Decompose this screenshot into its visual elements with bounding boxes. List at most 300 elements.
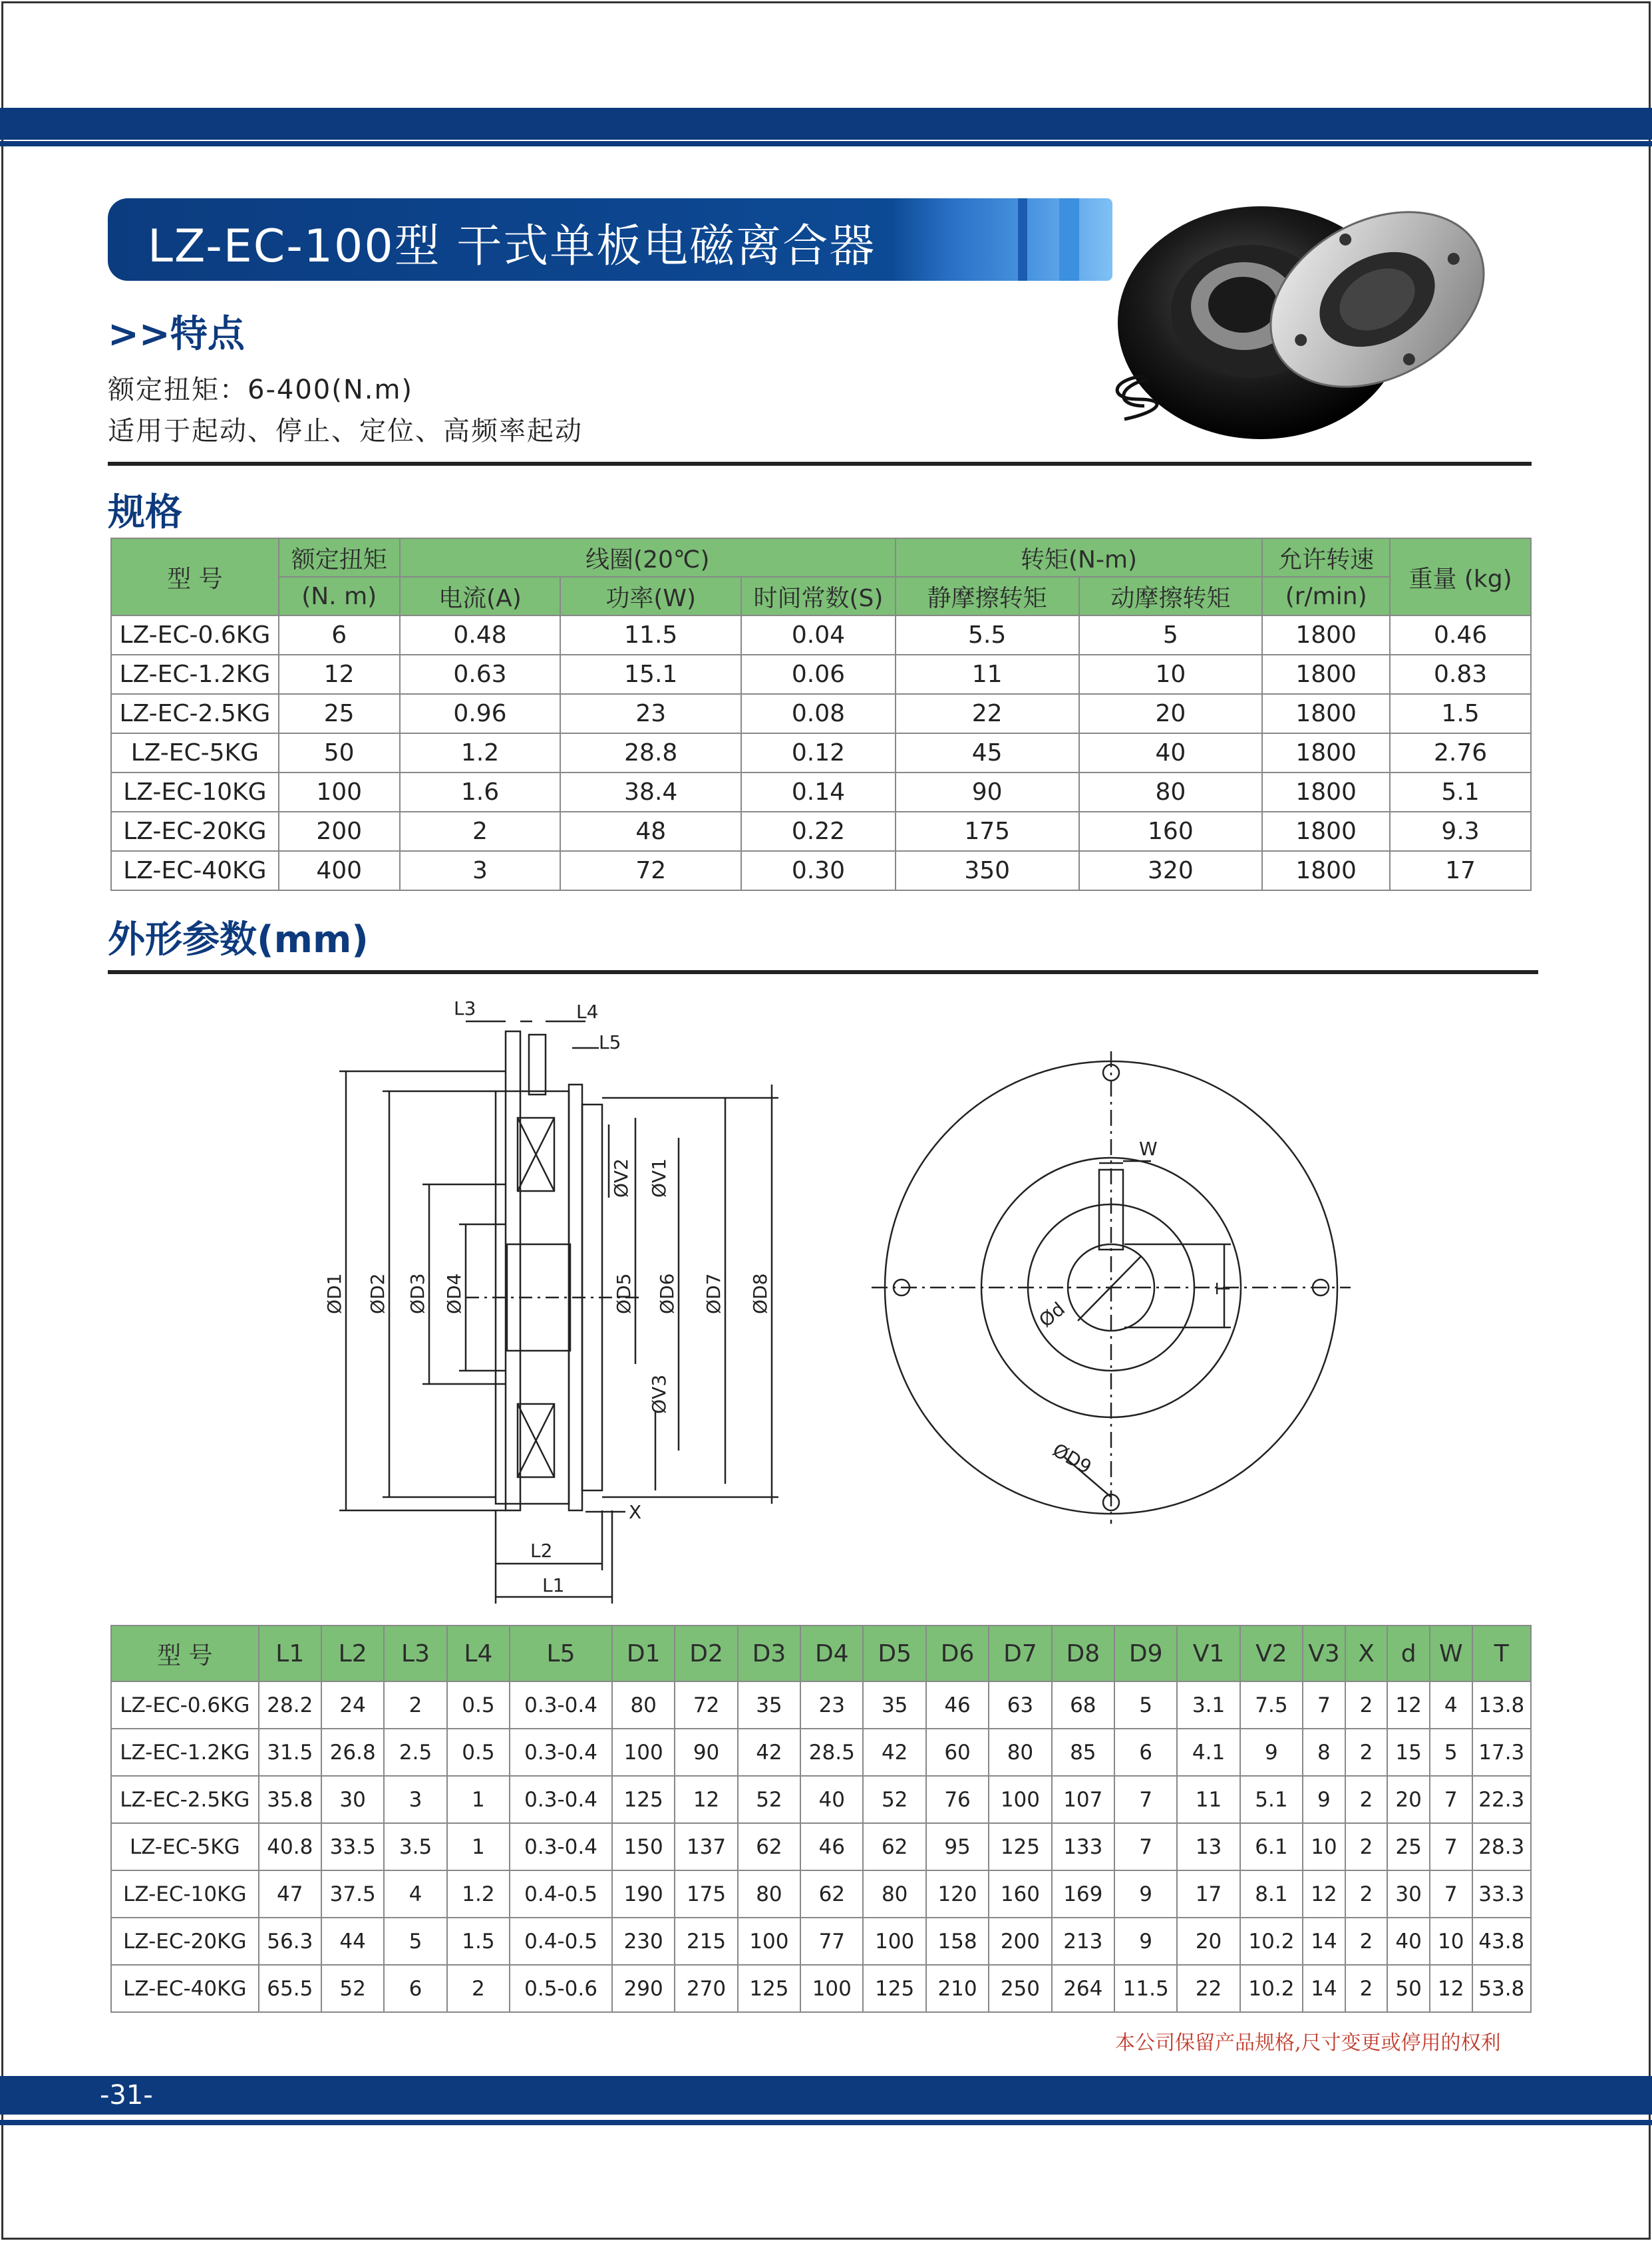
col-header-static: 静摩擦转矩 xyxy=(896,577,1079,615)
table-cell: 200 xyxy=(989,1918,1051,1965)
table-cell: 22.3 xyxy=(1472,1776,1531,1823)
table-cell: 2 xyxy=(1345,1681,1388,1729)
table-cell: 47 xyxy=(259,1870,321,1918)
divider xyxy=(108,462,1532,466)
table-cell: 7 xyxy=(1430,1823,1472,1870)
table-cell: 4 xyxy=(384,1870,446,1918)
table-cell: 17 xyxy=(1390,851,1531,890)
table-cell: 215 xyxy=(675,1918,737,1965)
table-cell: 23 xyxy=(800,1681,863,1729)
label-T: T xyxy=(1212,1282,1234,1294)
table-cell: 125 xyxy=(612,1776,675,1823)
col-header: T xyxy=(1472,1626,1531,1681)
table-cell: 8 xyxy=(1303,1729,1345,1776)
model-cell: LZ-EC-1.2KG xyxy=(111,1729,259,1776)
table-cell: 1.5 xyxy=(1390,694,1531,733)
table-cell: 23 xyxy=(560,694,741,733)
table-cell: 0.22 xyxy=(741,812,896,851)
model-cell: LZ-EC-5KG xyxy=(111,733,279,773)
table-cell: 350 xyxy=(896,851,1079,890)
divider xyxy=(108,970,1538,974)
table-cell: 0.63 xyxy=(400,655,561,694)
table-cell: 12 xyxy=(1303,1870,1345,1918)
col-header: D1 xyxy=(612,1626,675,1681)
table-cell: 33.3 xyxy=(1472,1870,1531,1918)
table-cell: 290 xyxy=(612,1965,675,2012)
table-cell: 200 xyxy=(279,812,400,851)
table-cell: 2 xyxy=(1345,1729,1388,1776)
table-cell: 100 xyxy=(738,1918,800,1965)
table-cell: 2 xyxy=(1345,1870,1388,1918)
spec-heading: 规格 xyxy=(108,491,182,534)
table-cell: 80 xyxy=(612,1681,675,1729)
table-cell: 24 xyxy=(321,1681,384,1729)
table-cell: 210 xyxy=(926,1965,989,2012)
table-cell: 35 xyxy=(738,1681,800,1729)
table-cell: 213 xyxy=(1052,1918,1114,1965)
table-cell: 80 xyxy=(738,1870,800,1918)
label-L5: L5 xyxy=(599,1031,621,1053)
table-cell: 28.3 xyxy=(1472,1823,1531,1870)
bottom-band xyxy=(0,2076,1652,2115)
table-cell: 5 xyxy=(1430,1729,1472,1776)
model-cell: LZ-EC-0.6KG xyxy=(111,1681,259,1729)
table-cell: 53.8 xyxy=(1472,1965,1531,2012)
table-cell: 95 xyxy=(926,1823,989,1870)
col-header-speed-unit: (r/min) xyxy=(1262,577,1390,615)
col-header: d xyxy=(1387,1626,1430,1681)
table-cell: 1800 xyxy=(1262,773,1390,812)
table-cell: 0.4-0.5 xyxy=(510,1870,612,1918)
table-cell: 5 xyxy=(384,1918,446,1965)
table-cell: 4.1 xyxy=(1177,1729,1239,1776)
table-cell: 125 xyxy=(863,1965,925,2012)
table-cell: 5 xyxy=(1114,1681,1177,1729)
table-cell: 30 xyxy=(1387,1870,1430,1918)
table-cell: 0.12 xyxy=(741,733,896,773)
dims-table-body xyxy=(111,1681,1531,2012)
top-band-line xyxy=(0,141,1652,146)
col-header: 型 号 xyxy=(111,1626,259,1681)
table-cell: 14 xyxy=(1303,1918,1345,1965)
table-cell: 3.5 xyxy=(384,1823,446,1870)
table-cell: 2 xyxy=(1345,1823,1388,1870)
label-X: X xyxy=(629,1501,642,1523)
table-cell: 13.8 xyxy=(1472,1681,1531,1729)
table-cell: 1800 xyxy=(1262,615,1390,655)
table-cell: 10.2 xyxy=(1240,1918,1303,1965)
table-cell: 100 xyxy=(279,773,400,812)
table-cell: 90 xyxy=(675,1729,737,1776)
page-title: LZ-EC-100型 干式单板电磁离合器 xyxy=(148,220,876,273)
table-cell: 38.4 xyxy=(560,773,741,812)
model-cell: LZ-EC-40KG xyxy=(111,851,279,890)
table-cell: 158 xyxy=(926,1918,989,1965)
table-cell: 2 xyxy=(447,1965,510,2012)
table-cell: 190 xyxy=(612,1870,675,1918)
table-cell: 320 xyxy=(1079,851,1263,890)
table-cell: 1.2 xyxy=(447,1870,510,1918)
label-D1: ØD1 xyxy=(323,1273,345,1314)
table-cell: 133 xyxy=(1052,1823,1114,1870)
label-D9: ØD9 xyxy=(1049,1439,1096,1478)
table-cell: 100 xyxy=(863,1918,925,1965)
spec-table-body xyxy=(111,615,1531,890)
table-cell: 52 xyxy=(738,1776,800,1823)
table-cell: 1 xyxy=(447,1776,510,1823)
table-cell: 60 xyxy=(926,1729,989,1776)
table-row xyxy=(111,851,1531,890)
table-cell: 80 xyxy=(1079,773,1263,812)
col-header: L5 xyxy=(510,1626,612,1681)
table-cell: 3.1 xyxy=(1177,1681,1239,1729)
table-cell: 50 xyxy=(279,733,400,773)
label-V1: ØV1 xyxy=(648,1158,670,1198)
col-header: L2 xyxy=(321,1626,384,1681)
table-cell: 65.5 xyxy=(259,1965,321,2012)
table-cell: 11 xyxy=(896,655,1079,694)
col-header: D8 xyxy=(1052,1626,1114,1681)
table-cell: 2.5 xyxy=(384,1729,446,1776)
label-L2: L2 xyxy=(530,1540,553,1562)
front-view-labels xyxy=(1035,1138,1234,1478)
front-view xyxy=(872,1051,1351,1524)
table-cell: 0.08 xyxy=(741,694,896,733)
label-d: Ød xyxy=(1035,1297,1069,1332)
table-cell: 0.5 xyxy=(447,1729,510,1776)
table-cell: 0.48 xyxy=(400,615,561,655)
table-cell: 40 xyxy=(1079,733,1263,773)
label-D8: ØD8 xyxy=(749,1273,771,1314)
page-number: -31- xyxy=(100,2080,153,2111)
col-header: V3 xyxy=(1303,1626,1345,1681)
table-cell: 3 xyxy=(400,851,561,890)
col-header: D9 xyxy=(1114,1626,1177,1681)
col-header-model: 型 号 xyxy=(111,538,279,615)
col-header: D7 xyxy=(989,1626,1051,1681)
table-cell: 17 xyxy=(1177,1870,1239,1918)
table-cell: 10 xyxy=(1303,1823,1345,1870)
table-cell: 20 xyxy=(1079,694,1263,733)
table-cell: 14 xyxy=(1303,1965,1345,2012)
col-header-power: 功率(W) xyxy=(560,577,741,615)
bottom-band-line xyxy=(0,2120,1652,2125)
col-header: L4 xyxy=(447,1626,510,1681)
table-cell: 107 xyxy=(1052,1776,1114,1823)
table-cell: 46 xyxy=(926,1681,989,1729)
col-header: D4 xyxy=(800,1626,863,1681)
table-row xyxy=(111,773,1531,812)
banner-stripe xyxy=(1059,198,1079,281)
dimension-drawing xyxy=(0,978,1652,1617)
table-cell: 2 xyxy=(1345,1918,1388,1965)
label-V2: ØV2 xyxy=(610,1158,632,1198)
table-cell: 0.3-0.4 xyxy=(510,1823,612,1870)
table-row xyxy=(111,1681,1531,1729)
col-header: V1 xyxy=(1177,1626,1239,1681)
table-cell: 5.1 xyxy=(1390,773,1531,812)
table-cell: 20 xyxy=(1387,1776,1430,1823)
table-cell: 0.3-0.4 xyxy=(510,1729,612,1776)
table-cell: 62 xyxy=(738,1823,800,1870)
model-cell: LZ-EC-2.5KG xyxy=(111,694,279,733)
table-cell: 0.3-0.4 xyxy=(510,1776,612,1823)
table-cell: 31.5 xyxy=(259,1729,321,1776)
table-cell: 25 xyxy=(1387,1823,1430,1870)
table-cell: 2 xyxy=(1345,1776,1388,1823)
table-row xyxy=(111,1729,1531,1776)
col-header-time-const: 时间常数(S) xyxy=(741,577,896,615)
table-cell: 52 xyxy=(321,1965,384,2012)
dims-table xyxy=(110,1625,1532,2013)
table-cell: 22 xyxy=(1177,1965,1239,2012)
table-cell: 1 xyxy=(447,1823,510,1870)
table-row xyxy=(111,1918,1531,1965)
table-cell: 12 xyxy=(1430,1965,1472,2012)
table-row xyxy=(111,615,1531,655)
table-cell: 40.8 xyxy=(259,1823,321,1870)
table-cell: 10 xyxy=(1430,1918,1472,1965)
table-cell: 10 xyxy=(1079,655,1263,694)
table-cell: 5.1 xyxy=(1240,1776,1303,1823)
col-header-torque-unit: (N. m) xyxy=(279,577,400,615)
table-cell: 7 xyxy=(1430,1870,1472,1918)
label-W: W xyxy=(1139,1138,1158,1160)
table-cell: 33.5 xyxy=(321,1823,384,1870)
table-cell: 100 xyxy=(800,1965,863,2012)
col-header-speed: 允许转速 xyxy=(1262,538,1390,577)
model-cell: LZ-EC-40KG xyxy=(111,1965,259,2012)
table-cell: 28.5 xyxy=(800,1729,863,1776)
spec-table xyxy=(110,538,1532,891)
table-cell: 2.76 xyxy=(1390,733,1531,773)
table-cell: 3 xyxy=(384,1776,446,1823)
model-cell: LZ-EC-10KG xyxy=(111,773,279,812)
table-cell: 5.5 xyxy=(896,615,1079,655)
label-D7: ØD7 xyxy=(703,1273,725,1314)
col-header: D2 xyxy=(675,1626,737,1681)
label-V3: ØV3 xyxy=(648,1374,670,1414)
table-cell: 25 xyxy=(279,694,400,733)
table-cell: 250 xyxy=(989,1965,1051,2012)
table-cell: 230 xyxy=(612,1918,675,1965)
col-header: D5 xyxy=(863,1626,925,1681)
col-header: L3 xyxy=(384,1626,446,1681)
col-header-dynamic: 动摩擦转矩 xyxy=(1079,577,1263,615)
table-cell: 9.3 xyxy=(1390,812,1531,851)
table-cell: 0.3-0.4 xyxy=(510,1681,612,1729)
model-cell: LZ-EC-5KG xyxy=(111,1823,259,1870)
model-cell: LZ-EC-0.6KG xyxy=(111,615,279,655)
table-cell: 7 xyxy=(1303,1681,1345,1729)
table-cell: 0.30 xyxy=(741,851,896,890)
table-cell: 63 xyxy=(989,1681,1051,1729)
table-cell: 4 xyxy=(1430,1681,1472,1729)
table-cell: 40 xyxy=(800,1776,863,1823)
table-row xyxy=(111,655,1531,694)
table-cell: 2 xyxy=(384,1681,446,1729)
table-cell: 150 xyxy=(612,1823,675,1870)
col-header-weight: 重量 (kg) xyxy=(1390,538,1531,615)
table-cell: 15.1 xyxy=(560,655,741,694)
label-D6: ØD6 xyxy=(656,1273,678,1314)
table-row xyxy=(111,1776,1531,1823)
table-cell: 42 xyxy=(738,1729,800,1776)
table-cell: 1800 xyxy=(1262,694,1390,733)
table-cell: 120 xyxy=(926,1870,989,1918)
label-D2: ØD2 xyxy=(367,1273,389,1314)
table-row xyxy=(111,1870,1531,1918)
table-cell: 7.5 xyxy=(1240,1681,1303,1729)
table-cell: 175 xyxy=(675,1870,737,1918)
dims-table-header xyxy=(111,1626,1531,1681)
table-cell: 76 xyxy=(926,1776,989,1823)
table-cell: 1800 xyxy=(1262,655,1390,694)
col-header-coil: 线圈(20℃) xyxy=(400,538,896,577)
table-cell: 125 xyxy=(738,1965,800,2012)
table-row xyxy=(111,1823,1531,1870)
table-cell: 13 xyxy=(1177,1823,1239,1870)
table-row xyxy=(111,812,1531,851)
table-cell: 11 xyxy=(1177,1776,1239,1823)
table-cell: 11.5 xyxy=(560,615,741,655)
table-cell: 44 xyxy=(321,1918,384,1965)
col-header-moment: 转矩(N-m) xyxy=(896,538,1262,577)
table-cell: 1.5 xyxy=(447,1918,510,1965)
table-cell: 12 xyxy=(279,655,400,694)
table-cell: 50 xyxy=(1387,1965,1430,2012)
table-cell: 80 xyxy=(989,1729,1051,1776)
table-cell: 43.8 xyxy=(1472,1918,1531,1965)
product-image xyxy=(1098,200,1510,446)
label-D3: ØD3 xyxy=(407,1273,428,1314)
table-cell: 62 xyxy=(863,1823,925,1870)
col-header: W xyxy=(1430,1626,1472,1681)
table-cell: 77 xyxy=(800,1918,863,1965)
table-cell: 6 xyxy=(384,1965,446,2012)
col-header-torque: 额定扭矩 xyxy=(279,538,400,577)
table-cell: 6 xyxy=(279,615,400,655)
table-cell: 42 xyxy=(863,1729,925,1776)
table-cell: 9 xyxy=(1114,1918,1177,1965)
table-cell: 28.8 xyxy=(560,733,741,773)
table-cell: 100 xyxy=(989,1776,1051,1823)
table-row xyxy=(111,1965,1531,2012)
model-cell: LZ-EC-20KG xyxy=(111,812,279,851)
table-cell: 0.96 xyxy=(400,694,561,733)
table-cell: 9 xyxy=(1303,1776,1345,1823)
table-row xyxy=(111,694,1531,733)
table-cell: 5 xyxy=(1079,615,1263,655)
col-header: L1 xyxy=(259,1626,321,1681)
table-cell: 9 xyxy=(1114,1870,1177,1918)
table-cell: 125 xyxy=(989,1823,1051,1870)
table-cell: 270 xyxy=(675,1965,737,2012)
table-cell: 1.2 xyxy=(400,733,561,773)
table-cell: 30 xyxy=(321,1776,384,1823)
table-cell: 0.06 xyxy=(741,655,896,694)
table-cell: 0.4-0.5 xyxy=(510,1918,612,1965)
model-cell: LZ-EC-1.2KG xyxy=(111,655,279,694)
table-cell: 8.1 xyxy=(1240,1870,1303,1918)
label-L4: L4 xyxy=(576,1001,599,1023)
table-cell: 15 xyxy=(1387,1729,1430,1776)
features-heading: >>特点 xyxy=(108,313,245,356)
table-row xyxy=(111,733,1531,773)
table-cell: 264 xyxy=(1052,1965,1114,2012)
table-cell: 40 xyxy=(1387,1918,1430,1965)
table-cell: 26.8 xyxy=(321,1729,384,1776)
table-cell: 0.5 xyxy=(447,1681,510,1729)
table-cell: 62 xyxy=(800,1870,863,1918)
dims-heading: 外形参数(mm) xyxy=(108,918,369,961)
table-cell: 80 xyxy=(863,1870,925,1918)
table-cell: 1.6 xyxy=(400,773,561,812)
table-cell: 72 xyxy=(675,1681,737,1729)
table-cell: 68 xyxy=(1052,1681,1114,1729)
table-cell: 9 xyxy=(1240,1729,1303,1776)
table-cell: 400 xyxy=(279,851,400,890)
feature-line: 额定扭矩：6-400(N.m) xyxy=(108,375,414,405)
model-cell: LZ-EC-2.5KG xyxy=(111,1776,259,1823)
table-cell: 0.46 xyxy=(1390,615,1531,655)
table-cell: 2 xyxy=(1345,1965,1388,2012)
table-cell: 28.2 xyxy=(259,1681,321,1729)
table-cell: 12 xyxy=(675,1776,737,1823)
table-cell: 17.3 xyxy=(1472,1729,1531,1776)
label-D5: ØD5 xyxy=(613,1273,635,1314)
col-header: D6 xyxy=(926,1626,989,1681)
model-cell: LZ-EC-10KG xyxy=(111,1870,259,1918)
table-cell: 0.83 xyxy=(1390,655,1531,694)
table-cell: 0.5-0.6 xyxy=(510,1965,612,2012)
col-header: V2 xyxy=(1240,1626,1303,1681)
table-cell: 1800 xyxy=(1262,733,1390,773)
col-header: D3 xyxy=(738,1626,800,1681)
table-cell: 6 xyxy=(1114,1729,1177,1776)
table-cell: 137 xyxy=(675,1823,737,1870)
table-cell: 0.04 xyxy=(741,615,896,655)
top-band xyxy=(0,108,1652,140)
table-cell: 12 xyxy=(1387,1681,1430,1729)
table-cell: 48 xyxy=(560,812,741,851)
table-cell: 35 xyxy=(863,1681,925,1729)
col-header: X xyxy=(1345,1626,1388,1681)
table-cell: 35.8 xyxy=(259,1776,321,1823)
table-cell: 22 xyxy=(896,694,1079,733)
table-cell: 6.1 xyxy=(1240,1823,1303,1870)
table-cell: 169 xyxy=(1052,1870,1114,1918)
title-banner xyxy=(108,198,1112,281)
banner-stripe xyxy=(1018,198,1027,281)
table-cell: 45 xyxy=(896,733,1079,773)
table-cell: 160 xyxy=(989,1870,1051,1918)
table-cell: 90 xyxy=(896,773,1079,812)
table-cell: 11.5 xyxy=(1114,1965,1177,2012)
table-cell: 0.14 xyxy=(741,773,896,812)
table-cell: 7 xyxy=(1430,1776,1472,1823)
model-cell: LZ-EC-20KG xyxy=(111,1918,259,1965)
label-L1: L1 xyxy=(542,1574,565,1596)
table-cell: 56.3 xyxy=(259,1918,321,1965)
table-cell: 10.2 xyxy=(1240,1965,1303,2012)
table-cell: 2 xyxy=(400,812,561,851)
table-cell: 175 xyxy=(896,812,1079,851)
table-cell: 160 xyxy=(1079,812,1263,851)
table-cell: 7 xyxy=(1114,1776,1177,1823)
table-cell: 52 xyxy=(863,1776,925,1823)
col-header-current: 电流(A) xyxy=(400,577,561,615)
